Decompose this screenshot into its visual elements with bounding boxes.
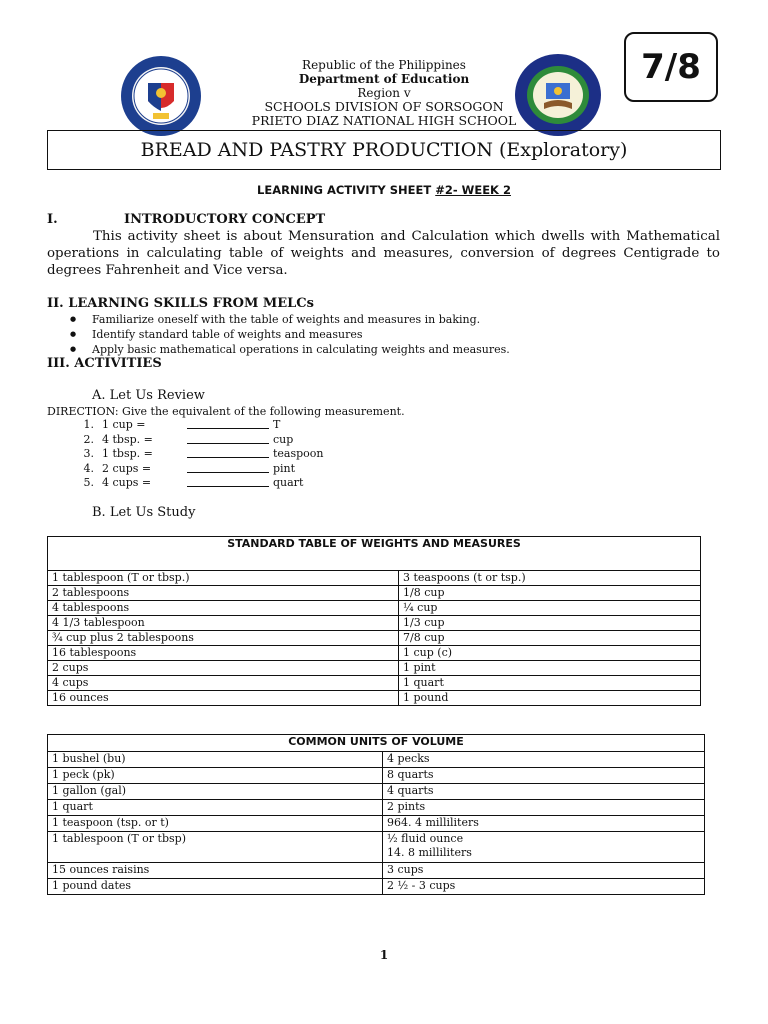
page-title-suffix: (Exploratory) xyxy=(499,139,628,161)
sheet-title: LEARNING ACTIVITY SHEET #2- WEEK 2 xyxy=(257,183,511,197)
table-row: 1 tablespoon (T or tbsp) ½ fluid ounce 14. 8 milliliters xyxy=(48,832,705,863)
table-row: ¾ cup plus 2 tablespoons 7/8 cup xyxy=(48,631,701,646)
weights-measures-table xyxy=(47,536,701,706)
table-header-row xyxy=(48,735,705,752)
list-item: ● Apply basic mathematical operations in calculating weights and measures. xyxy=(70,342,510,357)
table-row: 1 teaspoon (tsp. or t) 964. 4 milliliters xyxy=(48,816,705,832)
table-row: 1 gallon (gal) 4 quarts xyxy=(48,784,705,800)
table-row: 2 cups 1 pint xyxy=(48,661,701,676)
table-title: COMMON UNITS OF VOLUME xyxy=(48,735,705,752)
page-number: 1 xyxy=(379,948,389,962)
list-item: 4. 2 cups = pint xyxy=(83,461,296,475)
table-row: 1 quart 2 pints xyxy=(48,800,705,816)
list-item: 5. 4 cups = quart xyxy=(83,476,304,489)
section2-heading: II. LEARNING SKILLS FROM MELCs xyxy=(47,296,314,311)
section1-body: This activity sheet is about Mensuration and Calculation which dwells with Mathematical operations in calculating table of weights and measures, conversion of degrees Centigrade to degrees Fahrenheit and Vice versa. xyxy=(47,229,720,278)
table-row: 16 tablespoons 1 cup (c) xyxy=(48,646,701,661)
direction-text: DIRECTION: Give the equivalent of the following measurement. xyxy=(47,405,405,418)
list-item: 1. 1 cup = T xyxy=(83,418,281,431)
page-title: BREAD AND PASTRY PRODUCTION xyxy=(140,139,493,161)
table-row: 4 1/3 tablespoon 1/3 cup xyxy=(48,616,701,631)
answer-blank[interactable] xyxy=(187,418,269,429)
list-item: ● Familiarize oneself with the table of weights and measures in baking. xyxy=(70,312,510,327)
section1-heading: INTRODUCTORY CONCEPT xyxy=(124,212,326,227)
section3-heading: III. ACTIVITIES xyxy=(47,356,162,371)
table-row: 1 peck (pk) 8 quarts xyxy=(48,768,705,784)
answer-blank[interactable] xyxy=(187,476,269,487)
table-row: 2 tablespoons 1/8 cup xyxy=(48,586,701,601)
region-line: Region v xyxy=(357,86,411,100)
list-item: 3. 1 tbsp. = teaspoon xyxy=(83,447,324,460)
table-row: 1 tablespoon (T or tbsp.) 3 teaspoons (t or tsp.) xyxy=(48,571,701,586)
table-title: STANDARD TABLE OF WEIGHTS AND MEASURES xyxy=(48,537,701,571)
answer-blank[interactable] xyxy=(187,447,269,458)
section1-number: I. xyxy=(47,212,58,227)
list-item: 2. 4 tbsp. = cup xyxy=(83,432,294,446)
list-item: ● Identify standard table of weights and measures xyxy=(70,327,510,342)
units-of-volume-table xyxy=(47,734,705,895)
sheet-title-week: #2- WEEK 2 xyxy=(435,183,511,197)
title-box xyxy=(47,130,721,170)
table-row: 15 ounces raisins 3 cups xyxy=(48,863,705,879)
table-row: 4 cups 1 quart xyxy=(48,676,701,691)
skills-list xyxy=(70,312,510,357)
republic-line: Republic of the Philippines xyxy=(302,58,466,72)
answer-blank[interactable] xyxy=(187,462,269,473)
division-line: SCHOOLS DIVISION OF SORSOGON xyxy=(264,99,504,114)
department-line: Department of Education xyxy=(298,72,470,86)
answer-blank[interactable] xyxy=(187,433,269,444)
grade-level-badge: 7/8 xyxy=(624,32,718,102)
school-line: PRIETO DIAZ NATIONAL HIGH SCHOOL xyxy=(251,113,517,128)
study-heading: B. Let Us Study xyxy=(92,505,196,520)
table-row: 1 pound dates 2 ½ - 3 cups xyxy=(48,879,705,895)
review-heading: A. Let Us Review xyxy=(92,388,205,403)
table-row: 16 ounces 1 pound xyxy=(48,691,701,706)
table-header-row xyxy=(48,537,701,571)
review-list xyxy=(70,418,324,491)
table-row: 4 tablespoons ¼ cup xyxy=(48,601,701,616)
table-row: 1 bushel (bu) 4 pecks xyxy=(48,752,705,768)
